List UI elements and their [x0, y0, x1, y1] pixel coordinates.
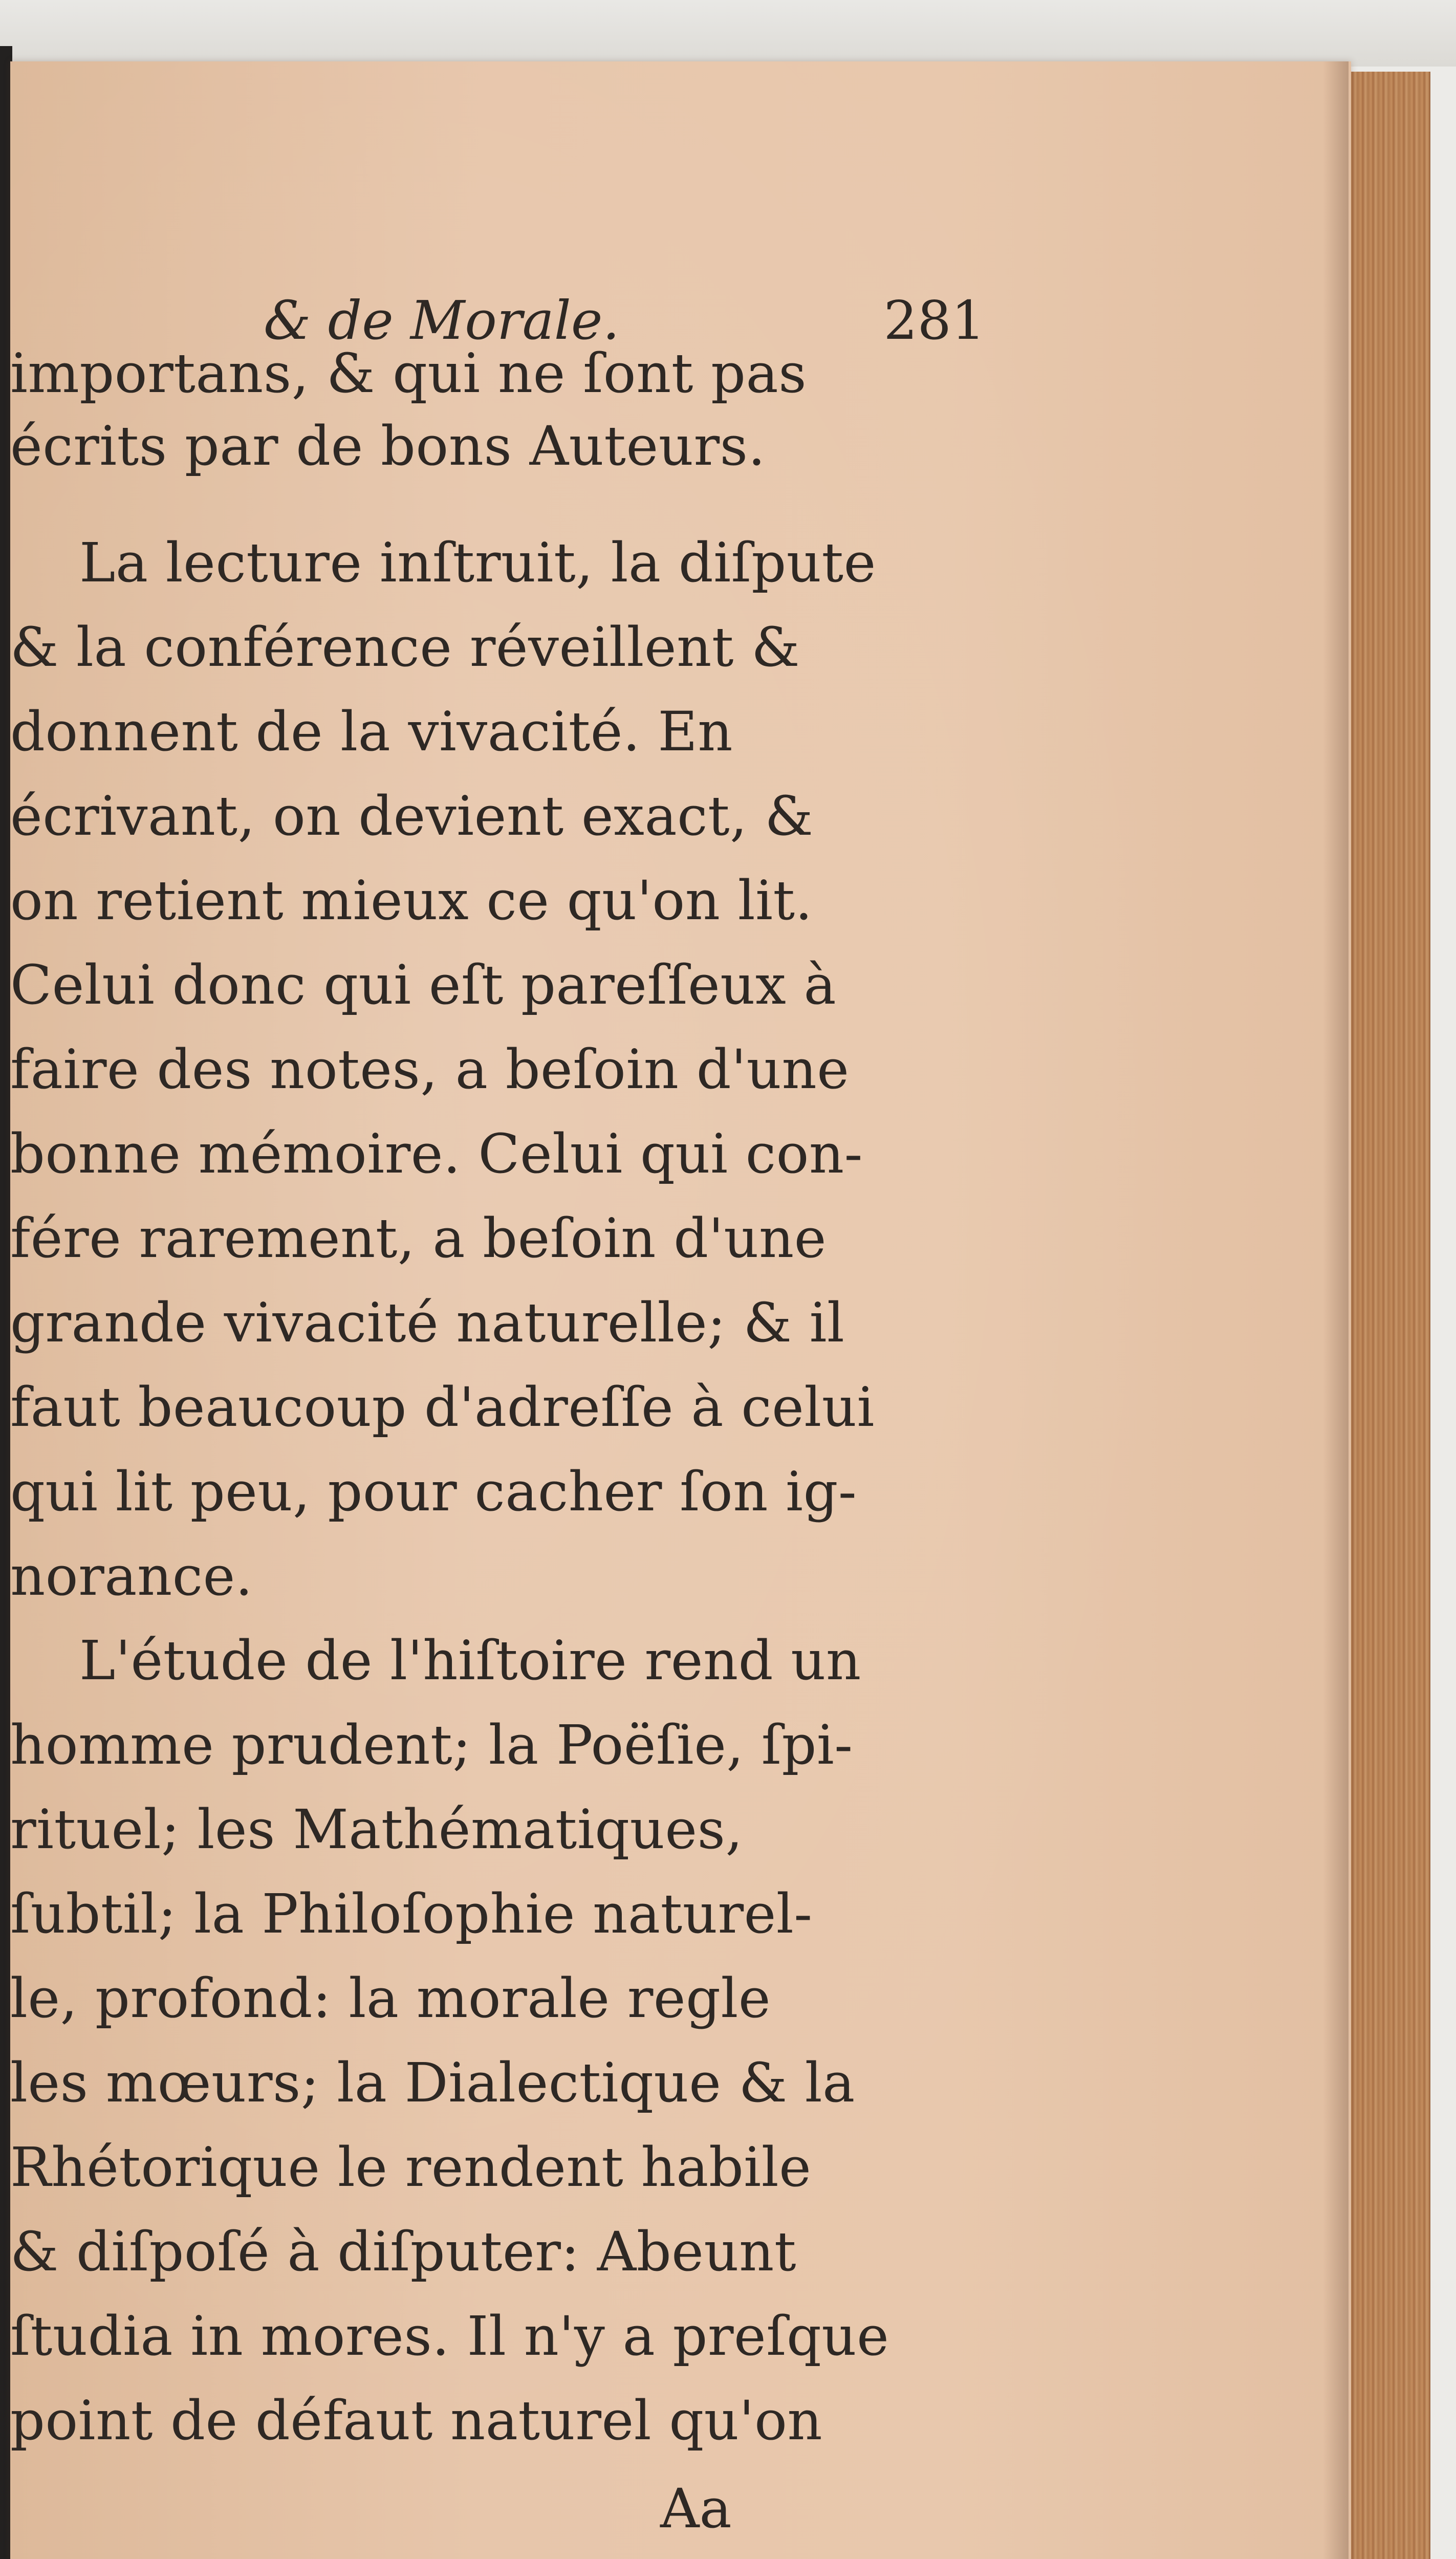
- text-line: La lecture inſtruit, la diſpute: [79, 531, 876, 594]
- text-line: & diſpoſé à diſputer: Abeunt: [10, 2220, 797, 2283]
- text-line: homme prudent; la Poëſie, ſpi-: [10, 1714, 853, 1776]
- text-line: écrits par de bons Auteurs.: [10, 415, 766, 478]
- scanner-background: [0, 0, 1456, 67]
- text-line: les mœurs; la Dialectique & la: [10, 2051, 855, 2114]
- page-number: 281: [883, 289, 985, 352]
- text-line: fére rarement, a beſoin d'une: [10, 1207, 827, 1270]
- text-line: point de défaut naturel qu'on: [10, 2389, 823, 2452]
- text-line: ſtudia in mores. Il n'y a preſque: [10, 2305, 889, 2368]
- text-line: faut beaucoup d'adreſſe à celui: [10, 1376, 875, 1439]
- text-line: importans, & qui ne ſont pas: [10, 342, 807, 405]
- text-line: Celui donc qui eſt pareſſeux à: [10, 953, 837, 1016]
- text-line: qui lit peu, pour cacher ſon ig-: [10, 1460, 857, 1523]
- page-fore-edge: [1346, 72, 1430, 2559]
- text-line: donnent de la vivacité. En: [10, 700, 733, 763]
- text-line: on retient mieux ce qu'on lit.: [10, 869, 813, 932]
- text-line: norance.: [10, 1545, 253, 1608]
- book-page: [10, 61, 1351, 2559]
- text-line: L'étude de l'hiſtoire rend un: [79, 1629, 861, 1692]
- text-line: ſubtil; la Philoſophie naturel-: [10, 1882, 813, 1945]
- text-line: bonne mémoire. Celui qui con-: [10, 1122, 863, 1185]
- text-line: écrivant, on devient exact, &: [10, 785, 814, 848]
- text-line: le, profond: la morale regle: [10, 1967, 771, 2030]
- running-title: & de Morale.: [264, 289, 620, 352]
- text-line: rituel; les Mathématiques,: [10, 1798, 743, 1861]
- text-line: & la conférence réveillent &: [10, 616, 800, 679]
- text-line: Rhétorique le rendent habile: [10, 2136, 812, 2199]
- page-gutter-shadow: [1323, 61, 1349, 2559]
- text-line: faire des notes, a beſoin d'une: [10, 1038, 850, 1101]
- text-line: grande vivacité naturelle; & il: [10, 1291, 845, 1354]
- signature-mark: Aa: [660, 2477, 732, 2540]
